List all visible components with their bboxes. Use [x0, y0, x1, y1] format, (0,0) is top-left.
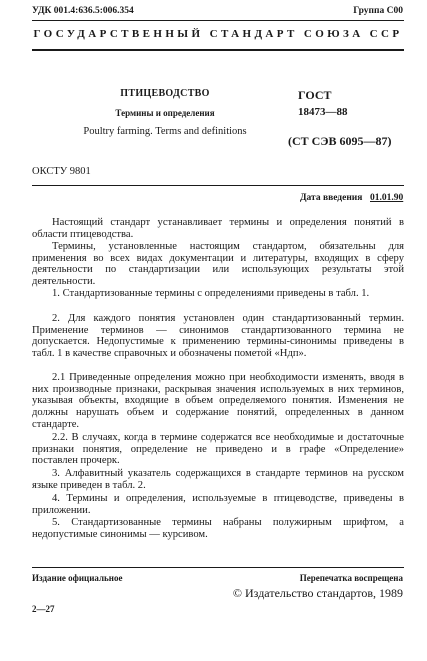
- official-edition: Издание официальное: [32, 573, 123, 583]
- paragraph-intro: Настоящий стандарт устанавливает термины и определения понятий в области птицеводства.: [32, 217, 404, 240]
- paragraph-2-2: 2.2. В случаях, когда в термине содержатся все необходимые и достаточные признаки понятия, определение не приведено и в графе «Определение» поставлен прочерк.: [32, 432, 404, 467]
- paragraph-3: 3. Алфавитный указатель содержащихся в стандарте терминов на русском языке приведен в табл. 2.: [32, 468, 404, 491]
- intro-date-value: 01.01.90: [370, 193, 404, 203]
- intro-date-label: Дата введения: [300, 193, 363, 203]
- title-rule: [32, 185, 404, 186]
- paragraph-2-1: 2.1 Приведенные определения можно при необходимости изменять, вводя в них производные признаки, раскрывая значения используемых в них терминов, указывая объекты, входящие в объем определяемого понятия. Изменения не должны нарушать объем и содержание понятий, определенных в данном стандарте.: [32, 372, 404, 430]
- paragraph-4: 4. Термины и определения, используемые в птицеводстве, приведены в приложении.: [32, 493, 404, 516]
- gost-label: ГОСТ: [298, 88, 332, 102]
- sev-reference: (СТ СЭВ 6095—87): [288, 134, 392, 148]
- standard-title: ГОСУДАРСТВЕННЫЙ СТАНДАРТ СОЮЗА ССР: [33, 28, 403, 40]
- page-code: 2—27: [32, 604, 55, 614]
- paragraph-5: 5. Стандартизованные термины набраны полужирным шрифтом, а недопустимые синонимы — курсивом.: [32, 517, 404, 540]
- paragraph-2: 2. Для каждого понятия установлен один стандартизованный термин. Применение терминов — синонимов стандартизованного термина не допускается. Недопустимые к применению термины-синонимы приведены в табл. 1 в качестве справочных и обозначены пометой «Ндп».: [32, 313, 404, 360]
- group-code: Группа С00: [353, 6, 403, 16]
- subject-title: ПТИЦЕВОДСТВО: [120, 88, 210, 99]
- footer-rule: [32, 567, 404, 568]
- paragraph-scope: Термины, установленные настоящим стандартом, обязательны для применения во всех видах документации и литературы, входящих в сферу деятельности по стандартизации или использующих результаты этой деятельности.: [32, 241, 404, 288]
- subject-subtitle: Термины и определения: [115, 108, 215, 118]
- english-title: Poultry farming. Terms and definitions: [83, 126, 247, 137]
- gost-number: 18473—88: [298, 106, 348, 118]
- reprint-notice: Перепечатка воспрещена: [299, 573, 403, 583]
- udk-code: УДК 001.4:636.5:006.354: [32, 6, 134, 16]
- paragraph-1: 1. Стандартизованные термины с определениями приведены в табл. 1.: [52, 288, 370, 299]
- okstu-code: ОКСТУ 9801: [32, 166, 91, 177]
- copyright: © Издательство стандартов, 1989: [232, 586, 403, 600]
- header-double-rule: [32, 49, 404, 51]
- header-rule: [32, 20, 404, 21]
